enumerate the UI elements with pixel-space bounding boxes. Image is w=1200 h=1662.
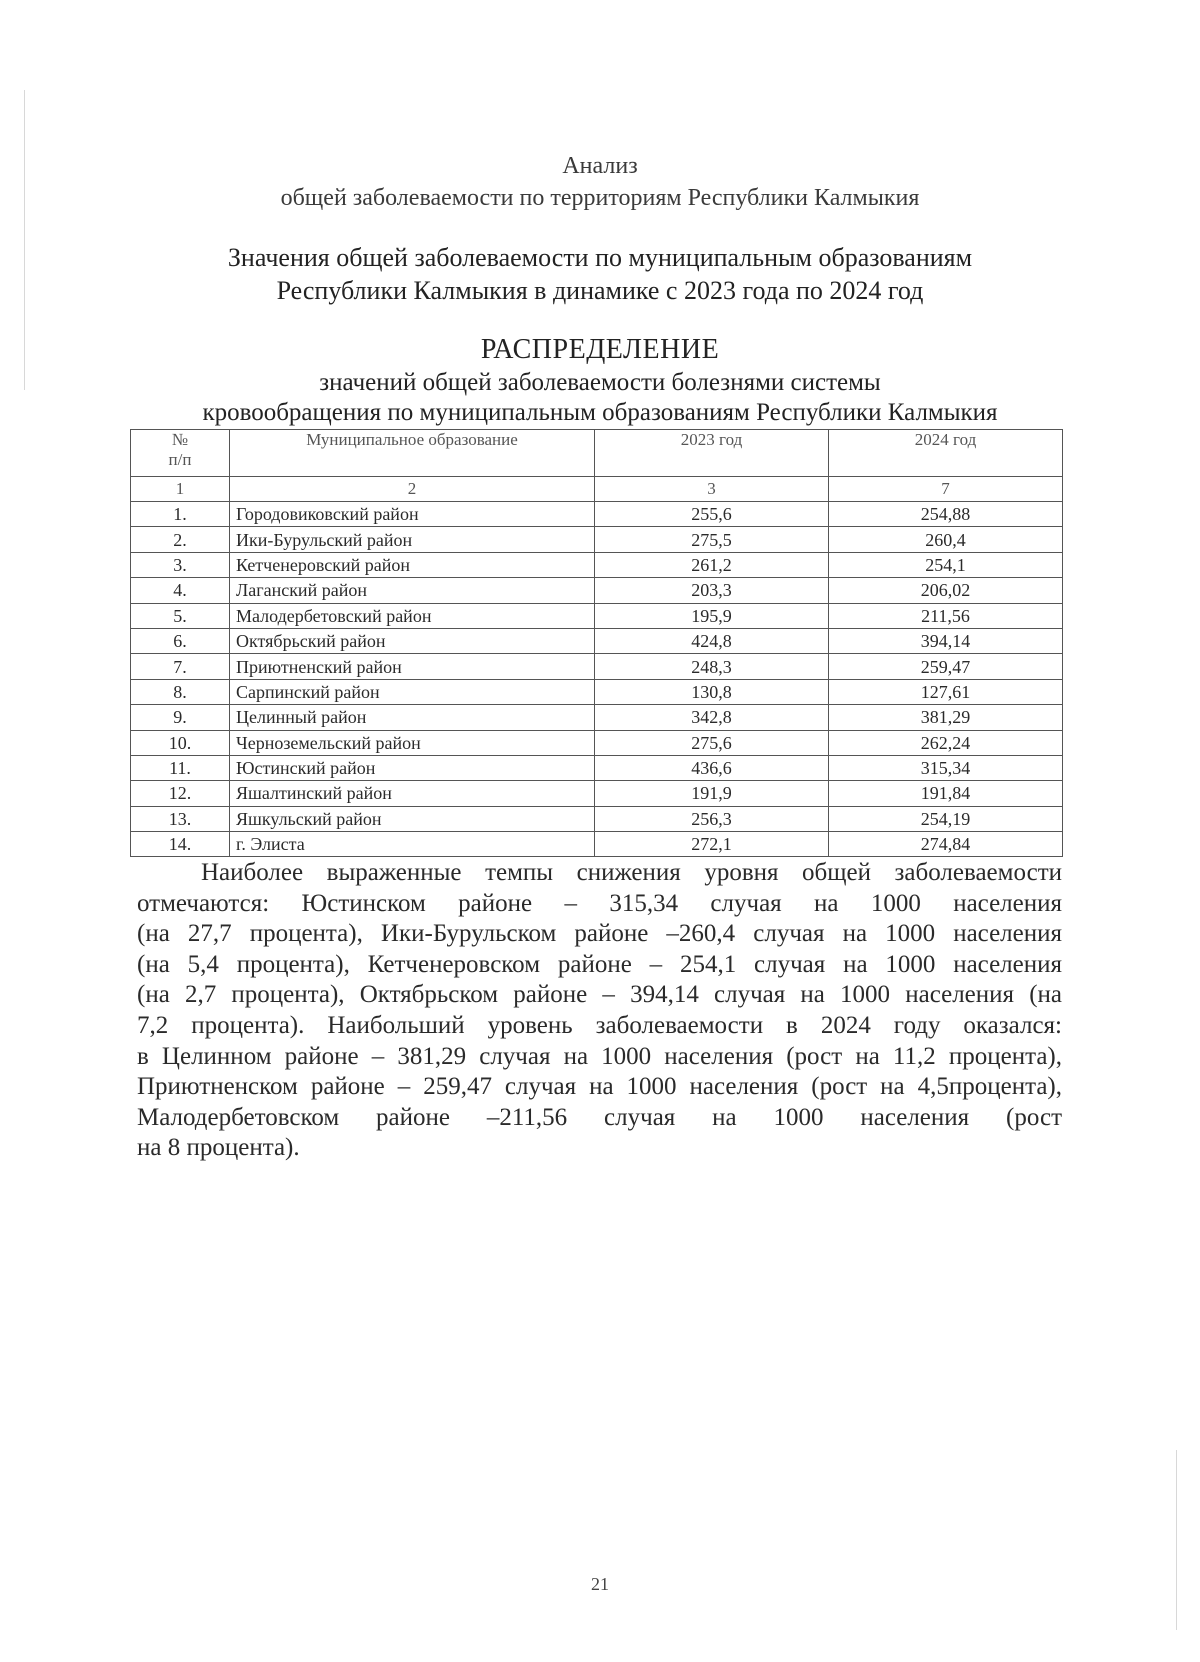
header-2024: 2024 год bbox=[829, 430, 1063, 477]
municipality-name: Городовиковский район bbox=[230, 502, 595, 527]
value-2024: 127,61 bbox=[829, 679, 1063, 704]
municipality-name: Кетченеровский район bbox=[230, 552, 595, 577]
paragraph-line: Наиболее выраженные темпы снижения уровня общей заболеваемости bbox=[201, 859, 1062, 886]
table-row bbox=[131, 832, 1063, 857]
paragraph-line: на 8 процента). bbox=[137, 1134, 300, 1162]
analysis-paragraph bbox=[137, 858, 1062, 1164]
value-2023: 191,9 bbox=[595, 781, 829, 806]
value-2024: 260,4 bbox=[829, 527, 1063, 552]
table-row bbox=[131, 502, 1063, 527]
section-title: РАСПРЕДЕЛЕНИЕ bbox=[480, 334, 720, 365]
value-2024: 191,84 bbox=[829, 781, 1063, 806]
value-2024: 206,02 bbox=[829, 578, 1063, 603]
value-2023: 424,8 bbox=[595, 628, 829, 653]
table-row bbox=[131, 781, 1063, 806]
paragraph-line: (на 2,7 процента), Октябрьском районе – 394,14 случая на 1000 населения (на bbox=[137, 981, 1062, 1009]
municipality-name: г. Элиста bbox=[230, 832, 595, 857]
value-2024: 211,56 bbox=[829, 603, 1063, 628]
value-2023: 130,8 bbox=[595, 679, 829, 704]
paragraph-line: (на 5,4 процента), Кетченеровском районе – 254,1 случая на 1000 населения bbox=[137, 950, 1062, 978]
municipality-name: Октябрьский район bbox=[230, 628, 595, 653]
row-number: 4. bbox=[131, 578, 230, 603]
row-number: 12. bbox=[131, 781, 230, 806]
municipality-name: Яшкульский район bbox=[230, 806, 595, 831]
paragraph-line: Малодербетовском районе –211,56 случая на 1000 населения (рост bbox=[137, 1103, 1062, 1131]
value-2024: 254,19 bbox=[829, 806, 1063, 831]
table-row bbox=[131, 679, 1063, 704]
municipality-name: Сарпинский район bbox=[230, 679, 595, 704]
index-cell: 7 bbox=[829, 477, 1063, 502]
municipality-name: Лаганский район bbox=[230, 578, 595, 603]
paragraph-line: (на 27,7 процента), Ики-Бурульском районе –260,4 случая на 1000 населения bbox=[137, 920, 1062, 948]
table-index-row bbox=[131, 477, 1063, 502]
section-subtitle-line2: значений общей заболеваемости болезнями системы bbox=[319, 369, 881, 396]
document-title-line2: общей заболеваемости по территориям Республики Калмыкия bbox=[280, 185, 920, 211]
municipality-name: Черноземельский район bbox=[230, 730, 595, 755]
row-number: 9. bbox=[131, 705, 230, 730]
row-number: 14. bbox=[131, 832, 230, 857]
paragraph-line: 7,2 процента). Наибольший уровень заболеваемости в 2024 году оказался: bbox=[137, 1011, 1062, 1039]
value-2023: 342,8 bbox=[595, 705, 829, 730]
value-2024: 274,84 bbox=[829, 832, 1063, 857]
table-row bbox=[131, 730, 1063, 755]
row-number: 1. bbox=[131, 502, 230, 527]
municipality-name: Яшалтинский район bbox=[230, 781, 595, 806]
municipality-name: Ики-Бурульский район bbox=[230, 527, 595, 552]
table-row bbox=[131, 806, 1063, 831]
table-row bbox=[131, 654, 1063, 679]
value-2023: 256,3 bbox=[595, 806, 829, 831]
value-2024: 254,88 bbox=[829, 502, 1063, 527]
row-number: 3. bbox=[131, 552, 230, 577]
municipality-name: Юстинский район bbox=[230, 755, 595, 780]
value-2024: 315,34 bbox=[829, 755, 1063, 780]
index-cell: 2 bbox=[230, 477, 595, 502]
subtitle-line1: Значения общей заболеваемости по муниципальным образованиям bbox=[227, 243, 973, 272]
value-2023: 436,6 bbox=[595, 755, 829, 780]
header-num bbox=[131, 430, 230, 477]
table-row bbox=[131, 527, 1063, 552]
row-number: 7. bbox=[131, 654, 230, 679]
row-number: 11. bbox=[131, 755, 230, 780]
value-2023: 203,3 bbox=[595, 578, 829, 603]
header-municipality: Муниципальное образование bbox=[230, 430, 595, 477]
scan-edge-right bbox=[1176, 1450, 1177, 1630]
municipality-name: Малодербетовский район bbox=[230, 603, 595, 628]
table-row bbox=[131, 552, 1063, 577]
page-number: 21 bbox=[591, 1574, 609, 1594]
value-2023: 248,3 bbox=[595, 654, 829, 679]
document-title: Анализ bbox=[562, 153, 638, 179]
table-row bbox=[131, 705, 1063, 730]
index-cell: 1 bbox=[131, 477, 230, 502]
row-number: 5. bbox=[131, 603, 230, 628]
paragraph-line: Приютненском районе – 259,47 случая на 1000 населения (рост на 4,5процента), bbox=[137, 1073, 1062, 1101]
value-2024: 254,1 bbox=[829, 552, 1063, 577]
header-num-label: п/п bbox=[168, 450, 192, 469]
value-2023: 255,6 bbox=[595, 502, 829, 527]
section-subtitle-line3: кровообращения по муниципальным образованиям Республики Калмыкия bbox=[202, 399, 998, 426]
table-row bbox=[131, 628, 1063, 653]
table-row bbox=[131, 578, 1063, 603]
value-2023: 195,9 bbox=[595, 603, 829, 628]
row-number: 6. bbox=[131, 628, 230, 653]
value-2024: 394,14 bbox=[829, 628, 1063, 653]
municipality-name: Приютненский район bbox=[230, 654, 595, 679]
header-2023: 2023 год bbox=[595, 430, 829, 477]
table-row bbox=[131, 755, 1063, 780]
value-2023: 272,1 bbox=[595, 832, 829, 857]
row-number: 8. bbox=[131, 679, 230, 704]
row-number: 10. bbox=[131, 730, 230, 755]
value-2024: 381,29 bbox=[829, 705, 1063, 730]
row-number: 2. bbox=[131, 527, 230, 552]
table-row bbox=[131, 603, 1063, 628]
header-num-symbol: № bbox=[171, 430, 189, 449]
value-2023: 275,6 bbox=[595, 730, 829, 755]
value-2023: 261,2 bbox=[595, 552, 829, 577]
morbidity-table bbox=[130, 429, 1063, 857]
paragraph-line: в Целинном районе – 381,29 случая на 1000 населения (рост на 11,2 процента), bbox=[137, 1042, 1062, 1070]
value-2024: 262,24 bbox=[829, 730, 1063, 755]
municipality-name: Целинный район bbox=[230, 705, 595, 730]
row-number: 13. bbox=[131, 806, 230, 831]
paragraph-line: отмечаются: Юстинском районе – 315,34 случая на 1000 населения bbox=[137, 889, 1062, 917]
subtitle-line2: Республики Калмыкия в динамике с 2023 года по 2024 год bbox=[276, 276, 924, 305]
index-cell: 3 bbox=[595, 477, 829, 502]
value-2024: 259,47 bbox=[829, 654, 1063, 679]
value-2023: 275,5 bbox=[595, 527, 829, 552]
table-header-row bbox=[131, 430, 1063, 477]
